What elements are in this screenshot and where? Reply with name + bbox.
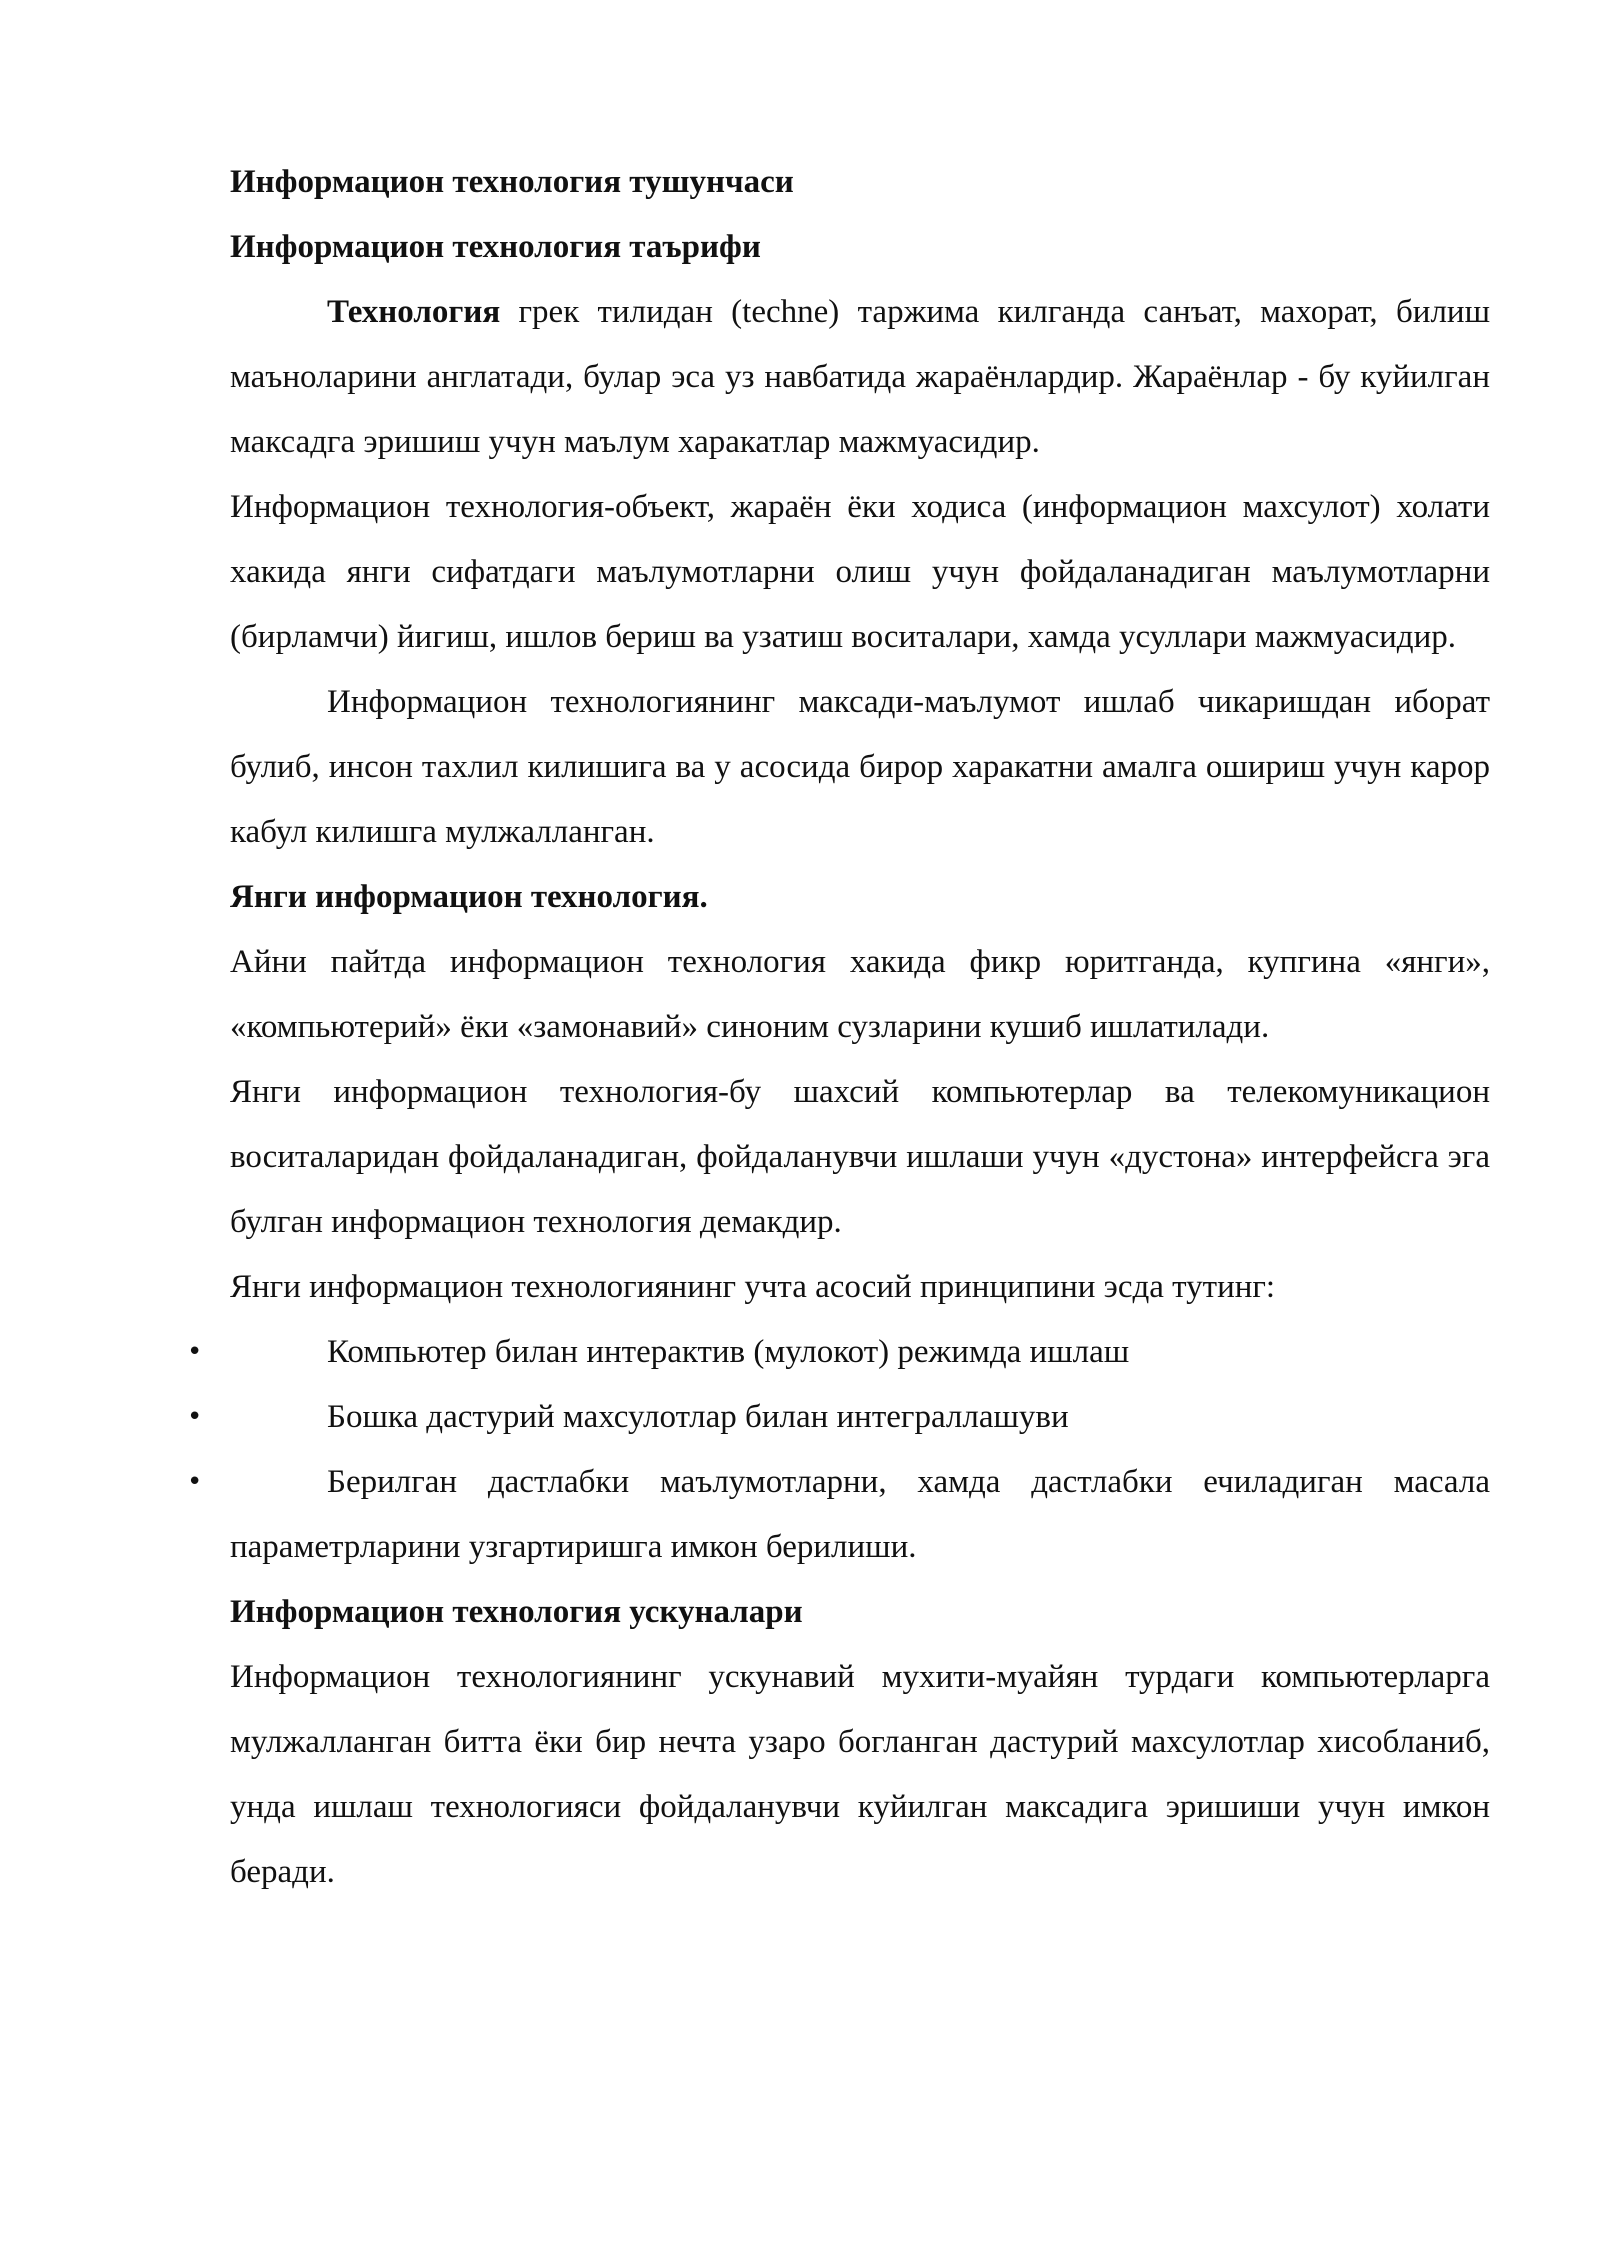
heading-new-it: Янги информацион технология.: [230, 879, 708, 915]
paragraph-it-purpose: Информацион технологиянинг максади-маълумот ишлаб чикаришдан иборат булиб, инсон тахлил килишига ва у асосида бирор харакатни амалга ошириш учун карор кабул килишга мулжалланган.: [230, 684, 1490, 850]
bullet-icon: •: [187, 1467, 203, 1497]
paragraph-principles-intro: Янги информацион технологиянинг учта асосий принципини эсда тутинг:: [230, 1269, 1276, 1305]
document-page: [187, 150, 1490, 1905]
list-item: [187, 1385, 1490, 1450]
paragraph-technology-text: грек тилидан (techne) таржима килганда санъат, махорат, билиш маъноларини англатади, булар эса уз навбатида жараёнлардир. Жараёнлар - бу куйилган максадга эришиш учун маълум харакатлар мажмуасидир.: [230, 294, 1490, 460]
list-item-text: Берилган дастлабки маълумотларни, хамда дастлабки ечиладиган масала параметрларини узгартиришга имкон берилиши.: [230, 1464, 1490, 1565]
list-item-text: Компьютер билан интерактив (мулокот) режимда ишлаш: [327, 1334, 1130, 1370]
principles-list: [187, 1320, 1490, 1580]
bullet-icon: •: [187, 1337, 203, 1367]
heading-it-tools: Информацион технология ускуналари: [230, 1594, 803, 1630]
heading-it-concept: Информацион технология тушунчаси: [230, 164, 794, 200]
paragraph-it-tools: Информацион технологиянинг ускунавий мухити-муайян турдаги компьютерларга мулжалланган битта ёки бир нечта узаро богланган дастурий махсулотлар хисобланиб, унда ишлаш технологияси фойдаланувчи куйилган максадига эришиши учун имкон беради.: [230, 1659, 1490, 1890]
paragraph-new-it-synonyms: Айни пайтда информацион технология хакида фикр юритганда, купгина «янги», «компьютерий» ёки «замонавий» синоним сузларини кушиб ишлатилади.: [230, 944, 1490, 1045]
heading-it-definition: Информацион технология таърифи: [230, 229, 761, 265]
list-item: [187, 1320, 1490, 1385]
list-item: [187, 1450, 1490, 1580]
term-technology: Технология: [327, 294, 501, 330]
paragraph-it-definition: Информацион технология-объект, жараён ёки ходиса (информацион махсулот) холати хакида янги сифатдаги маълумотларни олиш учун фойдаланадиган маълумотларни (бирламчи) йигиш, ишлов бериш ва узатиш воситалари, хамда усуллари мажмуасидир.: [230, 489, 1490, 655]
list-item-text: Бошка дастурий махсулотлар билан интеграллашуви: [327, 1399, 1069, 1435]
paragraph-technology-definition: [230, 280, 1490, 475]
bullet-icon: •: [187, 1402, 203, 1432]
paragraph-new-it-definition: Янги информацион технология-бу шахсий компьютерлар ва телекомуникацион воситаларидан фойдаланадиган, фойдаланувчи ишлаши учун «дустона» интерфейсга эга булган информацион технология демакдир.: [230, 1074, 1490, 1240]
